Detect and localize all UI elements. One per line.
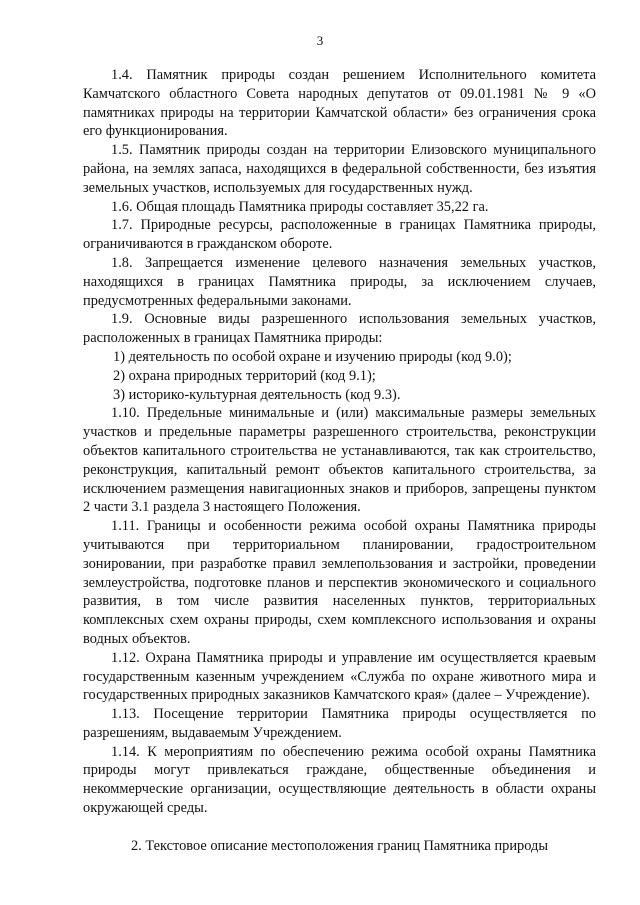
paragraph-1-9: 1.9. Основные виды разрешенного использования земельных участков, расположенных в границах Памятника природы:: [83, 311, 596, 347]
list-item: 1) деятельность по особой охране и изучению природы (код 9.0);: [113, 348, 512, 365]
paragraph-1-4: 1.4. Памятник природы создан решением Исполнительного комитета Камчатского областного Совета народных депутатов от 09.01.1981 № 9 «О памятниках природы на территории Камчатской области» без ограничения срока его функционирования.: [83, 67, 596, 140]
paragraph-1-12: 1.12. Охрана Памятника природы и управление им осуществляется краевым государственным казенным учреждением «Служба по охране животного мира и государственных природных заказников Камчатского края» (далее – Учреждение).: [83, 649, 596, 704]
paragraph-1-14: 1.14. К мероприятиям по обеспечению режима особой охраны Памятника природы могут привлекаться граждане, общественные объединения и некоммерческие организации, осуществляющие деятельность в области охраны окружающей среды.: [83, 743, 596, 817]
page-number: 3: [316, 33, 324, 48]
list-item: 2) охрана природных территорий (код 9.1);: [113, 367, 376, 384]
paragraph-1-10: 1.10. Предельные минимальные и (или) максимальные размеры земельных участков и предельные параметры разрешенного строительства, реконструкции объектов капитального строительства не устанавливаются, так как строительство, реконструкция, капитальный ремонт объектов капитального строительства, за исключением размещения навигационных знаков и приборов, запрещены пунктом 2 части 3.1 раздела 3 настоящего Положения.: [83, 405, 596, 516]
paragraph-1-8: 1.8. Запрещается изменение целевого назначения земельных участков, находящихся в границах Памятника природы, за исключением случаев, предусмотренных федеральными законами.: [83, 254, 596, 309]
document-body: [83, 66, 596, 856]
section-heading: 2. Текстовое описание местоположения границ Памятника природы: [130, 837, 549, 854]
paragraph-1-5: 1.5. Памятник природы создан на территории Елизовского муниципального района, на землях запаса, находящихся в федеральной собственности, без изъятия земельных участков, используемых для государственных нужд.: [83, 142, 596, 196]
paragraph-1-11: 1.11. Границы и особенности режима особой охраны Памятника природы учитываются при территориальном планировании, градостроительном зонировании, при разработке правил землепользования и застройки, проведении землеустройства, подготовке планов и перспектив экономического и социального развития, в том числе развития населенных пунктов, территориальных комплексных схем охраны природы, схем комплексного использования и охраны водных объектов.: [83, 518, 596, 647]
paragraph-1-13: 1.13. Посещение территории Памятника природы осуществляется по разрешениям, выдаваемым Учреждением.: [83, 706, 596, 741]
list-item: 3) историко-культурная деятельность (код 9.3).: [113, 386, 401, 403]
paragraph-1-7: 1.7. Природные ресурсы, расположенные в границах Памятника природы, ограничиваются в гражданском обороте.: [83, 217, 596, 253]
paragraph-1-6: 1.6. Общая площадь Памятника природы составляет 35,22 га.: [111, 198, 489, 215]
